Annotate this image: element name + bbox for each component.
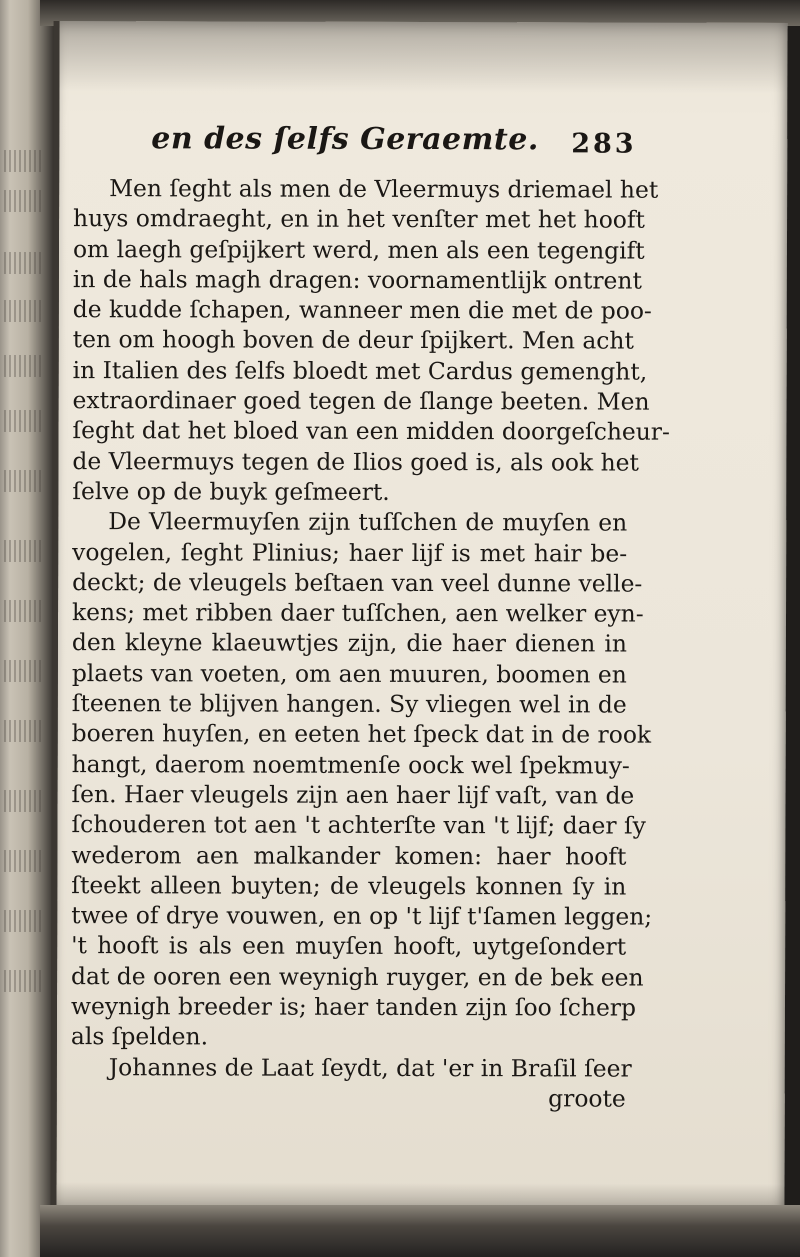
text-line: om laegh geſpijkert werd, men als een tegengift — [72, 234, 645, 265]
text-line: twee of drye vouwen, en op 't lijf t'ſamen leggen; — [71, 901, 653, 931]
bleed-through-mark — [4, 410, 44, 432]
text-line: deckt; de vleugels beſtaen van veel dunne velle- — [72, 567, 643, 598]
text-line: weynigh breeder is; haer tanden zijn ſoo ſcherp — [70, 992, 637, 1022]
bleed-through-mark — [4, 300, 44, 322]
bleed-through-mark — [4, 600, 44, 622]
bleed-through-mark — [4, 970, 44, 992]
text-line: boeren huyſen, en eeten het ſpeck dat in de rook — [71, 719, 652, 749]
text-line: dat de ooren een weynigh ruyger, en de bek een — [71, 961, 644, 992]
bleed-through-mark — [4, 720, 44, 742]
bleed-through-mark — [4, 190, 44, 212]
bleed-through-mark — [4, 150, 44, 172]
text-line: ſelve op de buyk geſmeert. — [72, 477, 390, 506]
text-line: plaets van voeten, om aen muuren, boomen en — [71, 658, 627, 689]
bleed-through-mark — [4, 355, 44, 377]
running-title: en des ſelfs Geraemte. — [151, 121, 539, 158]
text-line: hangt, daerom noemtmenſe oock wel ſpekmuy- — [71, 749, 630, 780]
text-line: wederom aen malkander komen: haer hooft — [71, 840, 627, 871]
bleed-through-mark — [4, 660, 44, 682]
text-line: ſteekt alleen buyten; de vleugels konnen ſy in — [71, 870, 627, 901]
bleed-through-mark — [4, 790, 44, 812]
text-line: huys omdraeght, en in het venſter met het hooft — [73, 204, 645, 234]
bleed-through-mark — [4, 252, 44, 274]
bleed-through-mark — [4, 470, 44, 492]
text-line: extraordinaer goed tegen de ſlange beeten. Men — [72, 386, 650, 416]
body-text — [70, 173, 670, 1114]
bleed-through-mark — [4, 540, 44, 562]
text-line: den kleyne klaeuwtjes zijn, die haer dienen in — [71, 628, 627, 658]
text-line: ſteenen te blijven hangen. Sy vliegen wel in de — [71, 689, 627, 719]
text-line: Johannes de Laat ſeydt, dat 'er in Braſil ſeer — [108, 1052, 632, 1083]
text-line: in de hals magh dragen: voornamentlijk ontrent — [72, 264, 642, 295]
bleed-through-mark — [4, 850, 44, 872]
text-line: ſeght dat het bloed van een midden doorgeſcheur- — [72, 416, 670, 447]
page-bottom-edge — [40, 1205, 800, 1257]
text-line: vogelen, ſeght Plinius; haer lijf is met hair be- — [72, 537, 628, 568]
text-line: De Vleermuyſen zijn tuſſchen de muyſen en — [108, 507, 628, 537]
catchword: groote — [548, 1084, 626, 1113]
text-line: de kudde ſchapen, wanneer men die met de poo- — [72, 295, 652, 325]
paper-page — [50, 21, 787, 1218]
text-line: ſchouderen tot aen 't achterſte van 't lijf; daer ſy — [71, 810, 646, 840]
page-header — [151, 121, 651, 166]
text-line: ten om hoogh boven de deur ſpijkert. Men acht — [72, 325, 634, 356]
text-line: Men ſeght als men de Vleermuys driemael het — [109, 174, 659, 204]
bleed-through-mark — [4, 910, 44, 932]
text-line: ſen. Haer vleugels zijn aen haer lijf vaſt, van de — [71, 780, 635, 810]
text-line: 't hooft is als een muyſen hooft, uytgeſondert — [71, 931, 627, 961]
text-line: kens; met ribben daer tuſſchen, aen welker eyn- — [71, 598, 644, 628]
text-line: de Vleermuys tegen de Ilios goed is, als ook het — [72, 446, 639, 477]
page-number: 283 — [571, 128, 637, 160]
text-line: als ſpelden. — [70, 1022, 209, 1051]
text-line: in Italien des ſelfs bloedt met Cardus gemenght, — [72, 355, 648, 386]
